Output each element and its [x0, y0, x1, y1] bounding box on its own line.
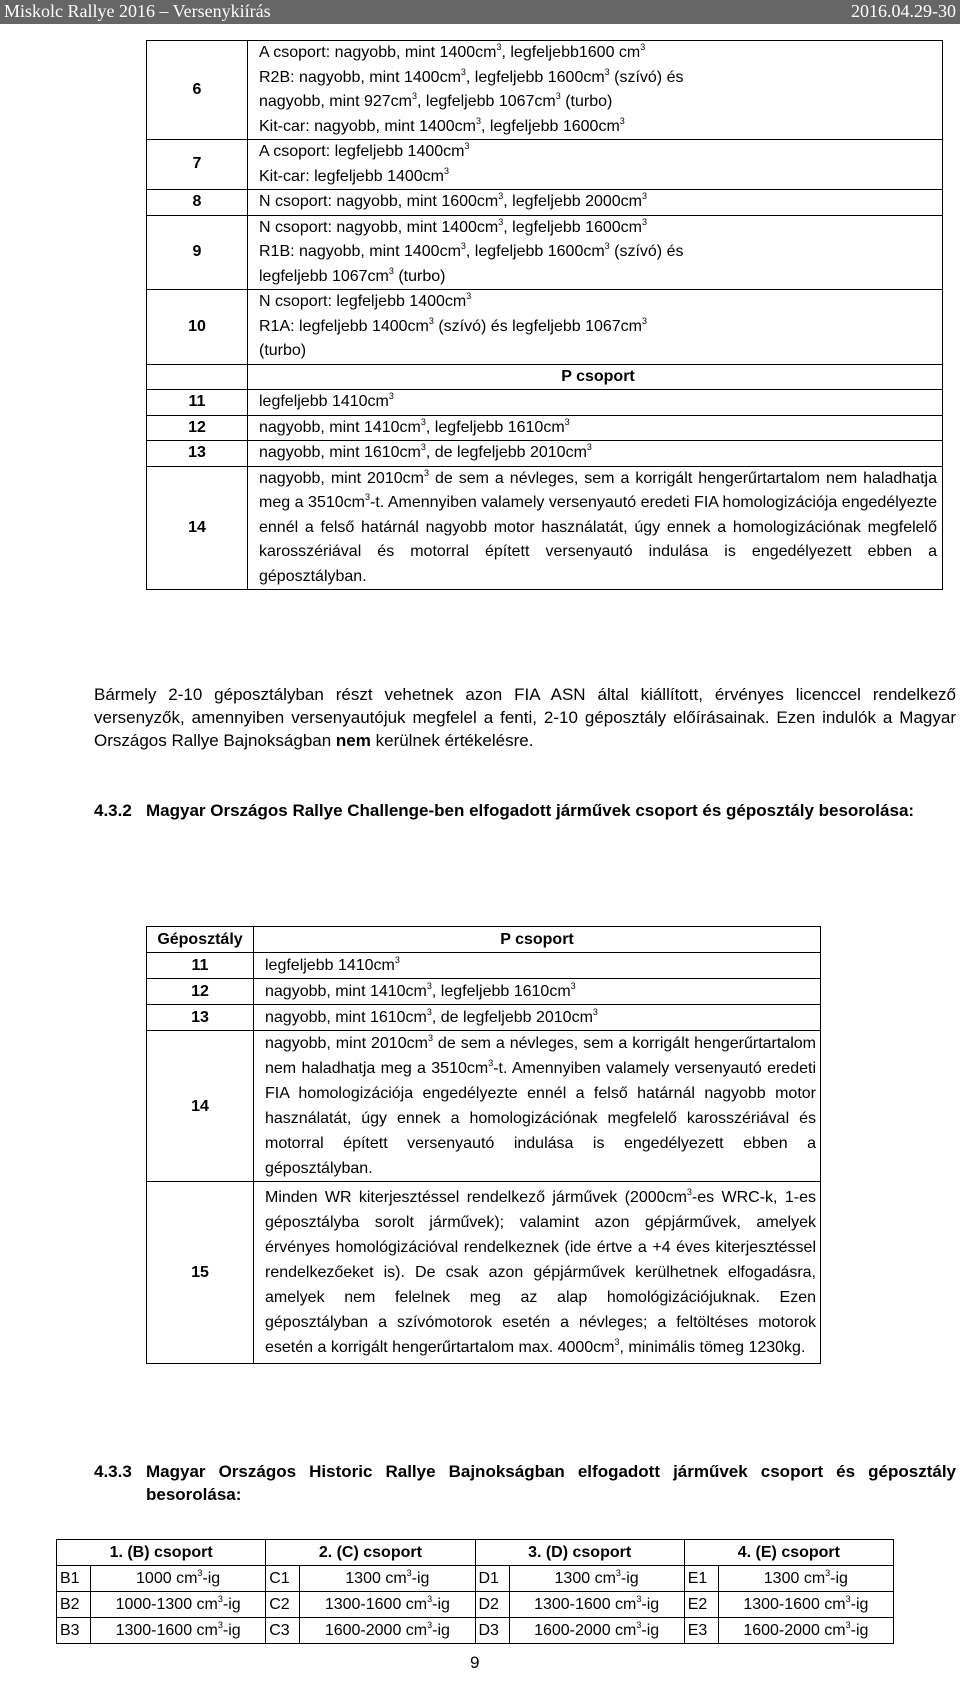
table-row: [57, 1566, 894, 1592]
class-description: [248, 41, 943, 140]
table-row: [147, 140, 943, 190]
description-line: (turbo): [259, 342, 307, 359]
displacement-range: 1000 $cm^3-ig$: [91, 1566, 266, 1592]
displacement-range: 1600-2000 $cm^3-ig$: [718, 1618, 893, 1644]
class-description: [254, 979, 821, 1005]
table-row: [147, 1031, 821, 1182]
p-group-header: P csoport: [248, 364, 943, 390]
description-line: N csoport: legfeljebb $1400cm^3$: [259, 291, 472, 310]
class-number: 11: [147, 390, 248, 416]
displacement-range: 1300 $cm^3-ig$: [718, 1566, 893, 1592]
section-title: Magyar Országos Historic Rallye Bajnokságban elfogadott járművek csoport és géposztály besorolása:: [146, 1462, 956, 1504]
description-line: A csoport: legfeljebb $1400cm^3$: [259, 141, 470, 160]
class-description: [248, 215, 943, 290]
column-header: 3. (D) csoport: [475, 1540, 684, 1566]
class-description: [248, 190, 943, 216]
class-number: 14: [147, 466, 248, 590]
displacement-range: 1300-1600 $cm^3-ig$: [91, 1618, 266, 1644]
class-code: E1: [684, 1566, 718, 1592]
class-description: [248, 390, 943, 416]
column-header: 1. (B) csoport: [57, 1540, 266, 1566]
displacement-range: 1300-1600 $cm^3-ig$: [718, 1592, 893, 1618]
table-row: [147, 290, 943, 365]
table-row: [147, 190, 943, 216]
class-number: 9: [147, 215, 248, 290]
class-number: 7: [147, 140, 248, 190]
class-number: 12: [147, 979, 254, 1005]
section-number: 4.3.3: [94, 1462, 132, 1481]
section-title: Magyar Országos Rallye Challenge-ben elfogadott járművek csoport és géposztály besorolása:: [146, 801, 915, 820]
description-line: N csoport: nagyobb, mint $1600cm^3$, legfeljebb $2000cm^3$: [259, 191, 648, 210]
historic-class-table: [56, 1539, 894, 1644]
description-line: N csoport: nagyobb, mint $1400cm^3$, legfeljebb $1600cm^3$: [259, 216, 648, 236]
class-number: 6: [147, 41, 248, 140]
table-header-row: [57, 1540, 894, 1566]
class-description: [248, 415, 943, 441]
description-line: A csoport: nagyobb, mint $1400cm^3$, legfeljebb1600 $cm^3$: [259, 42, 646, 61]
description-line: Kit-car: nagyobb, mint $1400cm^3$, legfeljebb $1600cm^3$: [259, 115, 625, 135]
class-code: D2: [475, 1592, 509, 1618]
displacement-range: 1300 $cm^3-ig$: [509, 1566, 684, 1592]
table-row: [147, 441, 943, 467]
displacement-range: 1300-1600 $cm^3-ig$: [509, 1592, 684, 1618]
class-number: 11: [147, 953, 254, 979]
displacement-range: 1600-2000 $cm^3-ig$: [300, 1618, 475, 1644]
class-description: [248, 290, 943, 365]
class-code: C3: [266, 1618, 300, 1644]
class-code: D1: [475, 1566, 509, 1592]
description-line: legfeljebb $1410cm^3$: [265, 955, 400, 974]
table-row: [147, 215, 943, 290]
class-description: nagyobb, mint $2010cm^3$ de sem a névleges, sem a korrigált hengerűrtartalom nem haladhatja meg a $3510cm^3-t$. Amennyiben valamely versenyautó eredeti FIA homologizációja engedélyezte ennél a felső határnál nagyobb motor használatát, úgy ennek a homologizációnak megfelelő karosszériával és motorral épített versenyautó indulása is engedélyezett ebben a géposztályban.: [254, 1031, 821, 1182]
class-code: E2: [684, 1592, 718, 1618]
table-row: [147, 364, 943, 390]
table-row: [57, 1592, 894, 1618]
table-row: [147, 1005, 821, 1031]
description-line: legfeljebb $1410cm^3$: [259, 391, 394, 410]
displacement-range: 1300-1600 $cm^3-ig$: [300, 1592, 475, 1618]
column-header: 4. (E) csoport: [684, 1540, 893, 1566]
class-code: C2: [266, 1592, 300, 1618]
table-row: [147, 466, 943, 590]
description-line: nagyobb, mint $1610cm^3$, de legfeljebb $2010cm^3$: [265, 1007, 598, 1026]
class-code: C1: [266, 1566, 300, 1592]
class-code: B2: [57, 1592, 91, 1618]
displacement-range: 1000-1300 $cm^3-ig$: [91, 1592, 266, 1618]
class-code: E3: [684, 1618, 718, 1644]
description-line: R1B: nagyobb, mint $1400cm^3$, legfeljebb $1600cm^3$ (szívó) és: [259, 241, 684, 260]
description-line: nagyobb, mint $1410cm^3$, legfeljebb $1610cm^3$: [259, 416, 570, 436]
class-number: 12: [147, 415, 248, 441]
table-row: [147, 41, 943, 140]
class-code: B3: [57, 1618, 91, 1644]
class-description: [254, 1005, 821, 1031]
description-line: nagyobb, mint $927cm^3$, legfeljebb $1067cm^3$ (turbo): [259, 91, 613, 110]
page-header: [0, 0, 960, 24]
table-row: [57, 1618, 894, 1644]
class-number: 13: [147, 441, 248, 467]
table-row: [147, 953, 821, 979]
description-line: legfeljebb $1067cm^3$ (turbo): [259, 265, 446, 285]
column-header: Géposztály: [147, 927, 254, 953]
table-header-row: [147, 927, 821, 953]
header-title: Miskolc Rallye 2016 – Versenykiírás: [4, 1, 271, 21]
class-code: D3: [475, 1618, 509, 1644]
description-line: Kit-car: legfeljebb $1400cm^3$: [259, 165, 449, 185]
class-number: 15: [147, 1182, 254, 1364]
class-table-challenge: [146, 926, 821, 1364]
class-description: [248, 441, 943, 467]
class-number: 14: [147, 1031, 254, 1182]
table-row: [147, 979, 821, 1005]
table-row: [147, 1182, 821, 1364]
displacement-range: 1600-2000 $cm^3-ig$: [509, 1618, 684, 1644]
class-table-top: [146, 40, 943, 590]
class-description: Minden WR kiterjesztéssel rendelkező járművek ($2000cm^3-es$ WRC-k, 1-es géposztályba sorolt járművek); valamint azon gépjárművek, amelyek érvényes homológizációval rendelkeznek (ide értve a +4 éves kiterjesztéssel rendelkezőeket is). De csak azon gépjárművek kerülhetnek elfogadásra, amelyek nem felelnek meg az alap homológizációjuknak. Ezen géposztályban a szívómotorok esetén a névleges; a feltöltéses motorok esetén a korrigált hengerűrtartalom max. $4000cm^3$, minimális tömeg 1230kg.: [254, 1182, 821, 1364]
displacement-range: 1300 $cm^3-ig$: [300, 1566, 475, 1592]
class-code: B1: [57, 1566, 91, 1592]
class-description: [254, 953, 821, 979]
class-description: nagyobb, mint $2010cm^3$ de sem a névleges, sem a korrigált hengerűrtartalom nem haladhatja meg a $3510cm^3-t$. Amennyiben valamely versenyautó eredeti FIA homologizációja engedélyezte ennél a felső határnál nagyobb motor használatát, úgy ennek a homologizációnak megfelelő karosszériával és motorral épített versenyautó indulása is engedélyezett ebben a géposztályban.: [248, 466, 943, 590]
column-header: 2. (C) csoport: [266, 1540, 475, 1566]
class-number: 8: [147, 190, 248, 216]
page-number: 9: [470, 1653, 480, 1672]
description-line: R1A: legfeljebb $1400cm^3$ (szívó) és legfeljebb $1067cm^3$: [259, 315, 648, 335]
class-description: [248, 140, 943, 190]
description-line: R2B: nagyobb, mint $1400cm^3$, legfeljebb $1600cm^3$ (szívó) és: [259, 66, 684, 86]
description-line: nagyobb, mint $1410cm^3$, legfeljebb $1610cm^3$: [265, 981, 576, 1000]
class-number: 13: [147, 1005, 254, 1031]
table-row: [147, 390, 943, 416]
description-line: nagyobb, mint $1610cm^3$, de legfeljebb $2010cm^3$: [259, 442, 592, 461]
class-number: 10: [147, 290, 248, 365]
table-row: [147, 415, 943, 441]
header-date: 2016.04.29-30: [851, 1, 956, 21]
eligibility-paragraph: Bármely 2-10 géposztályban részt vehetnek azon FIA ASN által kiállított, érvényes licenccel rendelkező versenyzők, amennyiben versenyautójuk megfelel a fenti, 2-10 géposztály előírásainak. Ezen indulók a Magyar Országos Rallye Bajnokságban nem kerülnek értékelésre.: [94, 685, 956, 750]
section-number: 4.3.2: [94, 801, 132, 820]
column-header: P csoport: [254, 927, 821, 953]
